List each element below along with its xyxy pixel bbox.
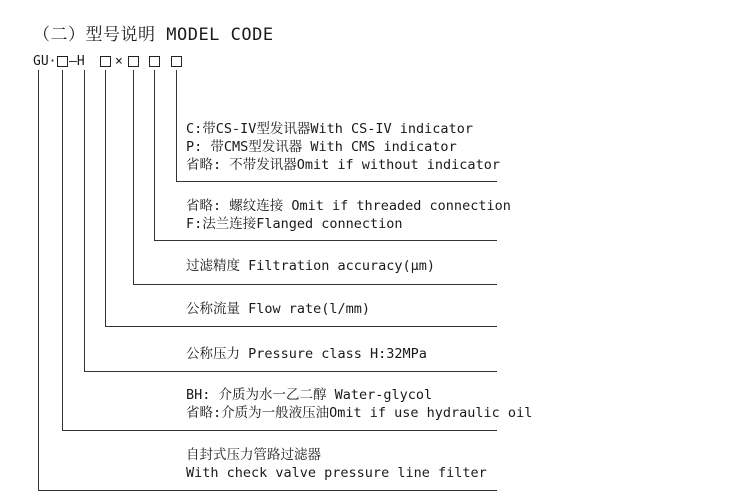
leader-line-indicator <box>176 70 177 181</box>
code-box-flow <box>100 56 111 67</box>
desc-connection <box>186 197 511 233</box>
code-dash-h: —H <box>69 54 85 69</box>
desc-accuracy <box>186 257 435 275</box>
desc-line: 省略: 不带发讯器Omit if without indicator <box>186 157 500 173</box>
desc-line: P: 带CMS型发讯器 With CMS indicator <box>186 139 457 155</box>
leader-line-pressure <box>84 70 85 371</box>
rule-connection <box>154 240 497 241</box>
code-prefix: GU· <box>33 54 57 69</box>
rule-indicator <box>176 181 497 182</box>
code-box-connection <box>149 56 160 67</box>
code-times: × <box>115 54 123 69</box>
leader-line-medium <box>62 70 63 430</box>
desc-line: With check valve pressure line filter <box>186 465 487 481</box>
desc-line: 公称压力 Pressure class H:32MPa <box>186 346 427 362</box>
leader-line-accuracy <box>133 70 134 284</box>
rule-pressure <box>84 371 497 372</box>
desc-indicator <box>186 120 500 174</box>
rule-type <box>38 490 497 491</box>
desc-line: 过滤精度 Filtration accuracy(μm) <box>186 258 436 274</box>
desc-pressure <box>186 345 427 363</box>
code-box-indicator <box>171 56 182 67</box>
desc-line: 省略: 螺纹连接 Omit if threaded connection <box>186 198 511 214</box>
desc-line: BH: 介质为水一乙二醇 Water-glycol <box>186 387 433 403</box>
rule-accuracy <box>133 284 497 285</box>
leader-line-connection <box>154 70 155 240</box>
rule-medium <box>62 430 497 431</box>
desc-line: C:带CS-IV型发讯器With CS-IV indicator <box>186 121 473 137</box>
desc-line: 公称流量 Flow rate(l/mm) <box>186 301 371 317</box>
desc-line: 自封式压力管路过滤器 <box>186 447 321 463</box>
desc-medium <box>186 386 532 422</box>
desc-flow <box>186 300 370 318</box>
desc-type <box>186 446 487 482</box>
code-box-medium <box>57 56 68 67</box>
page-title: （二）型号说明 MODEL CODE <box>33 25 274 45</box>
rule-flow <box>105 326 497 327</box>
leader-line-flow <box>105 70 106 326</box>
desc-line: 省略:介质为一般液压油Omit if use hydraulic oil <box>186 405 533 421</box>
leader-line-type <box>38 70 39 490</box>
code-box-accuracy <box>128 56 139 67</box>
desc-line: F:法兰连接Flanged connection <box>186 216 403 232</box>
